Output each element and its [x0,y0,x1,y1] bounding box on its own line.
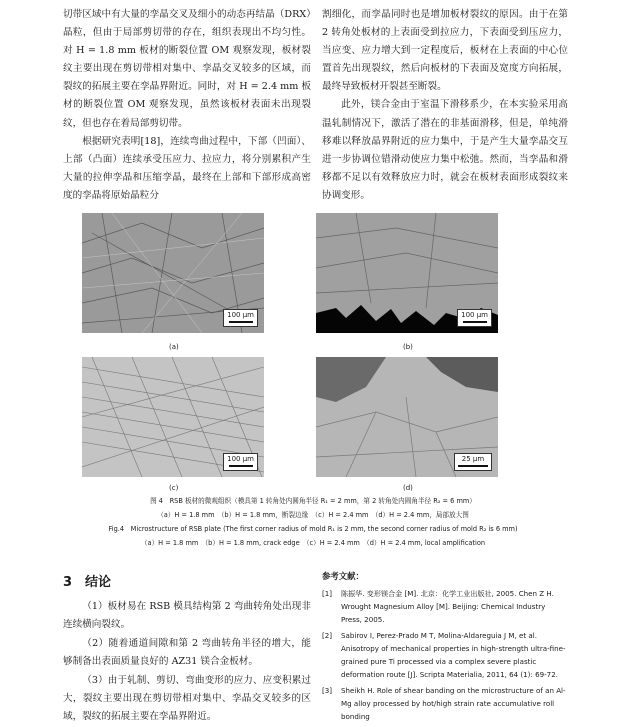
paragraph: 此外，镁合金由于室温下滑移系少，在本实验采用高温轧制情况下，激活了潜在的非基面滑移，但是，单纯滑移难以释放晶界附近的应力集中，于是产生大量孪晶交互进一步协调位错滑动使应力集中松弛。然而，当孪晶和滑移都不足以有效释放应力时，就会在板材表面形成裂纹来协调变形。 [322,99,568,201]
scale-bar: 25 μm [454,453,492,471]
reference-item: [1] 陈振华. 变形镁合金 [M]. 北京：化学工业出版社, 2005. Chen Z H. Wrought Magnesium Alloy [M]. Beijing: Chemical Industry Press, 2005. [322,589,554,624]
scale-bar: 100 μm [223,309,258,327]
micrograph-c [82,357,264,477]
scale-bar: 100 μm [457,309,492,327]
conclusions-list [63,598,311,727]
panel-label-b: (b) [403,343,413,351]
figure-caption-cn-sub: （a）H = 1.8 mm （b）H = 1.8 mm，断裂边缘 （c）H = 2.4 mm （d）H = 2.4 mm，局部放大图 [157,511,469,519]
reference-item: [2] Sabirov I, Perez-Prado M T, Molina-Aldareguia J M, et al. Anisotropy of mechanical properties in high-strength ultra-fine-grained pure Ti processed via a complex severe plastic deformation route [J]. Scripta Materialia, 2011, 64 (1): 69-72. [322,631,566,679]
paragraph: 切带区域中有大量的孪晶交叉及细小的动态再结晶（DRX）晶粒，但由于局部剪切带的存在，组织表现出不均匀性。对 H = 1.8 mm 板材的断裂位置 OM 观察发现，板材裂纹主要出现在剪切带相对集中、孪晶交叉较多的区域，而裂纹的拓展主要在孪晶界附近。同时，对 H = 2.4 mm 板材的断裂位置 OM 观察发现，虽然该板材表面未出现裂纹，但也存在着局部剪切带。 [63,9,311,129]
reference-item: [3] Sheikh H. Role of shear banding on the microstructure of an Al-Mg alloy processed by hot/high strain rate accumulative roll bonding [322,686,566,721]
list-item: （1）板材易在 RSB 模具结构第 2 弯曲转角处出现非连续横向裂纹。 [63,601,311,631]
paragraph: 根据研究表明[18]，连续弯曲过程中，下部（凹面）、上部（凸面）连续承受压应力、拉应力，将分别累积产生大量的拉伸孪晶和压缩孪晶，最终在上部和下部形成高密度的孪晶将原始晶粒分 [63,135,311,201]
paragraph: 割细化，而孪晶同时也是增加板材裂纹的原因。由于在第 2 转角处板材的上表面受到拉应力，下表面受到压应力，当应变、应力增大到一定程度后，板材在上表面的中心位置首先出现裂纹，然后向板材的下表面及宽度方向拓展，最终导致板材开裂甚至断裂。 [322,9,568,93]
panel-label-a: (a) [169,343,179,351]
micrograph-a [82,213,264,333]
scale-bar: 100 μm [223,453,258,471]
micrograph-d [316,357,498,477]
references-list [322,587,568,726]
figure-caption-en-sub: （a）H = 1.8 mm （b）H = 1.8 mm, crack edge （c）H = 2.4 mm （d）H = 2.4 mm, local amplification [140,539,486,547]
list-item: （2）随着通道间隙和第 2 弯曲转角半径的增大，能够制备出表面质量良好的 AZ31 镁合金板材。 [63,637,311,668]
panel-label-c: (c) [169,484,179,492]
body-column-left [63,6,311,205]
section-heading: 3 结论 [63,575,112,590]
micrograph-b [316,213,498,333]
list-item: （3）由于轧制、剪切、弯曲变形的应力、应变积累过大，裂纹主要出现在剪切带相对集中、孪晶交叉较多的区域，裂纹的拓展主要在孪晶界附近。 [63,674,311,723]
references-title: 参考文献： [322,571,364,581]
panel-label-d: (d) [403,484,413,492]
figure-caption-en: Fig.4 Microstructure of RSB plate (The first corner radius of mold R₁ is 2 mm, the second corner radius of mold R₂ is 6 mm) [108,525,518,533]
body-column-right [322,6,568,205]
figure-caption-cn: 图 4 RSB 板材的微观组织（模具第 1 转角处内圆角半径 R₁ = 2 mm，第 2 转角处内圆角半径 R₂ = 6 mm） [150,497,476,505]
